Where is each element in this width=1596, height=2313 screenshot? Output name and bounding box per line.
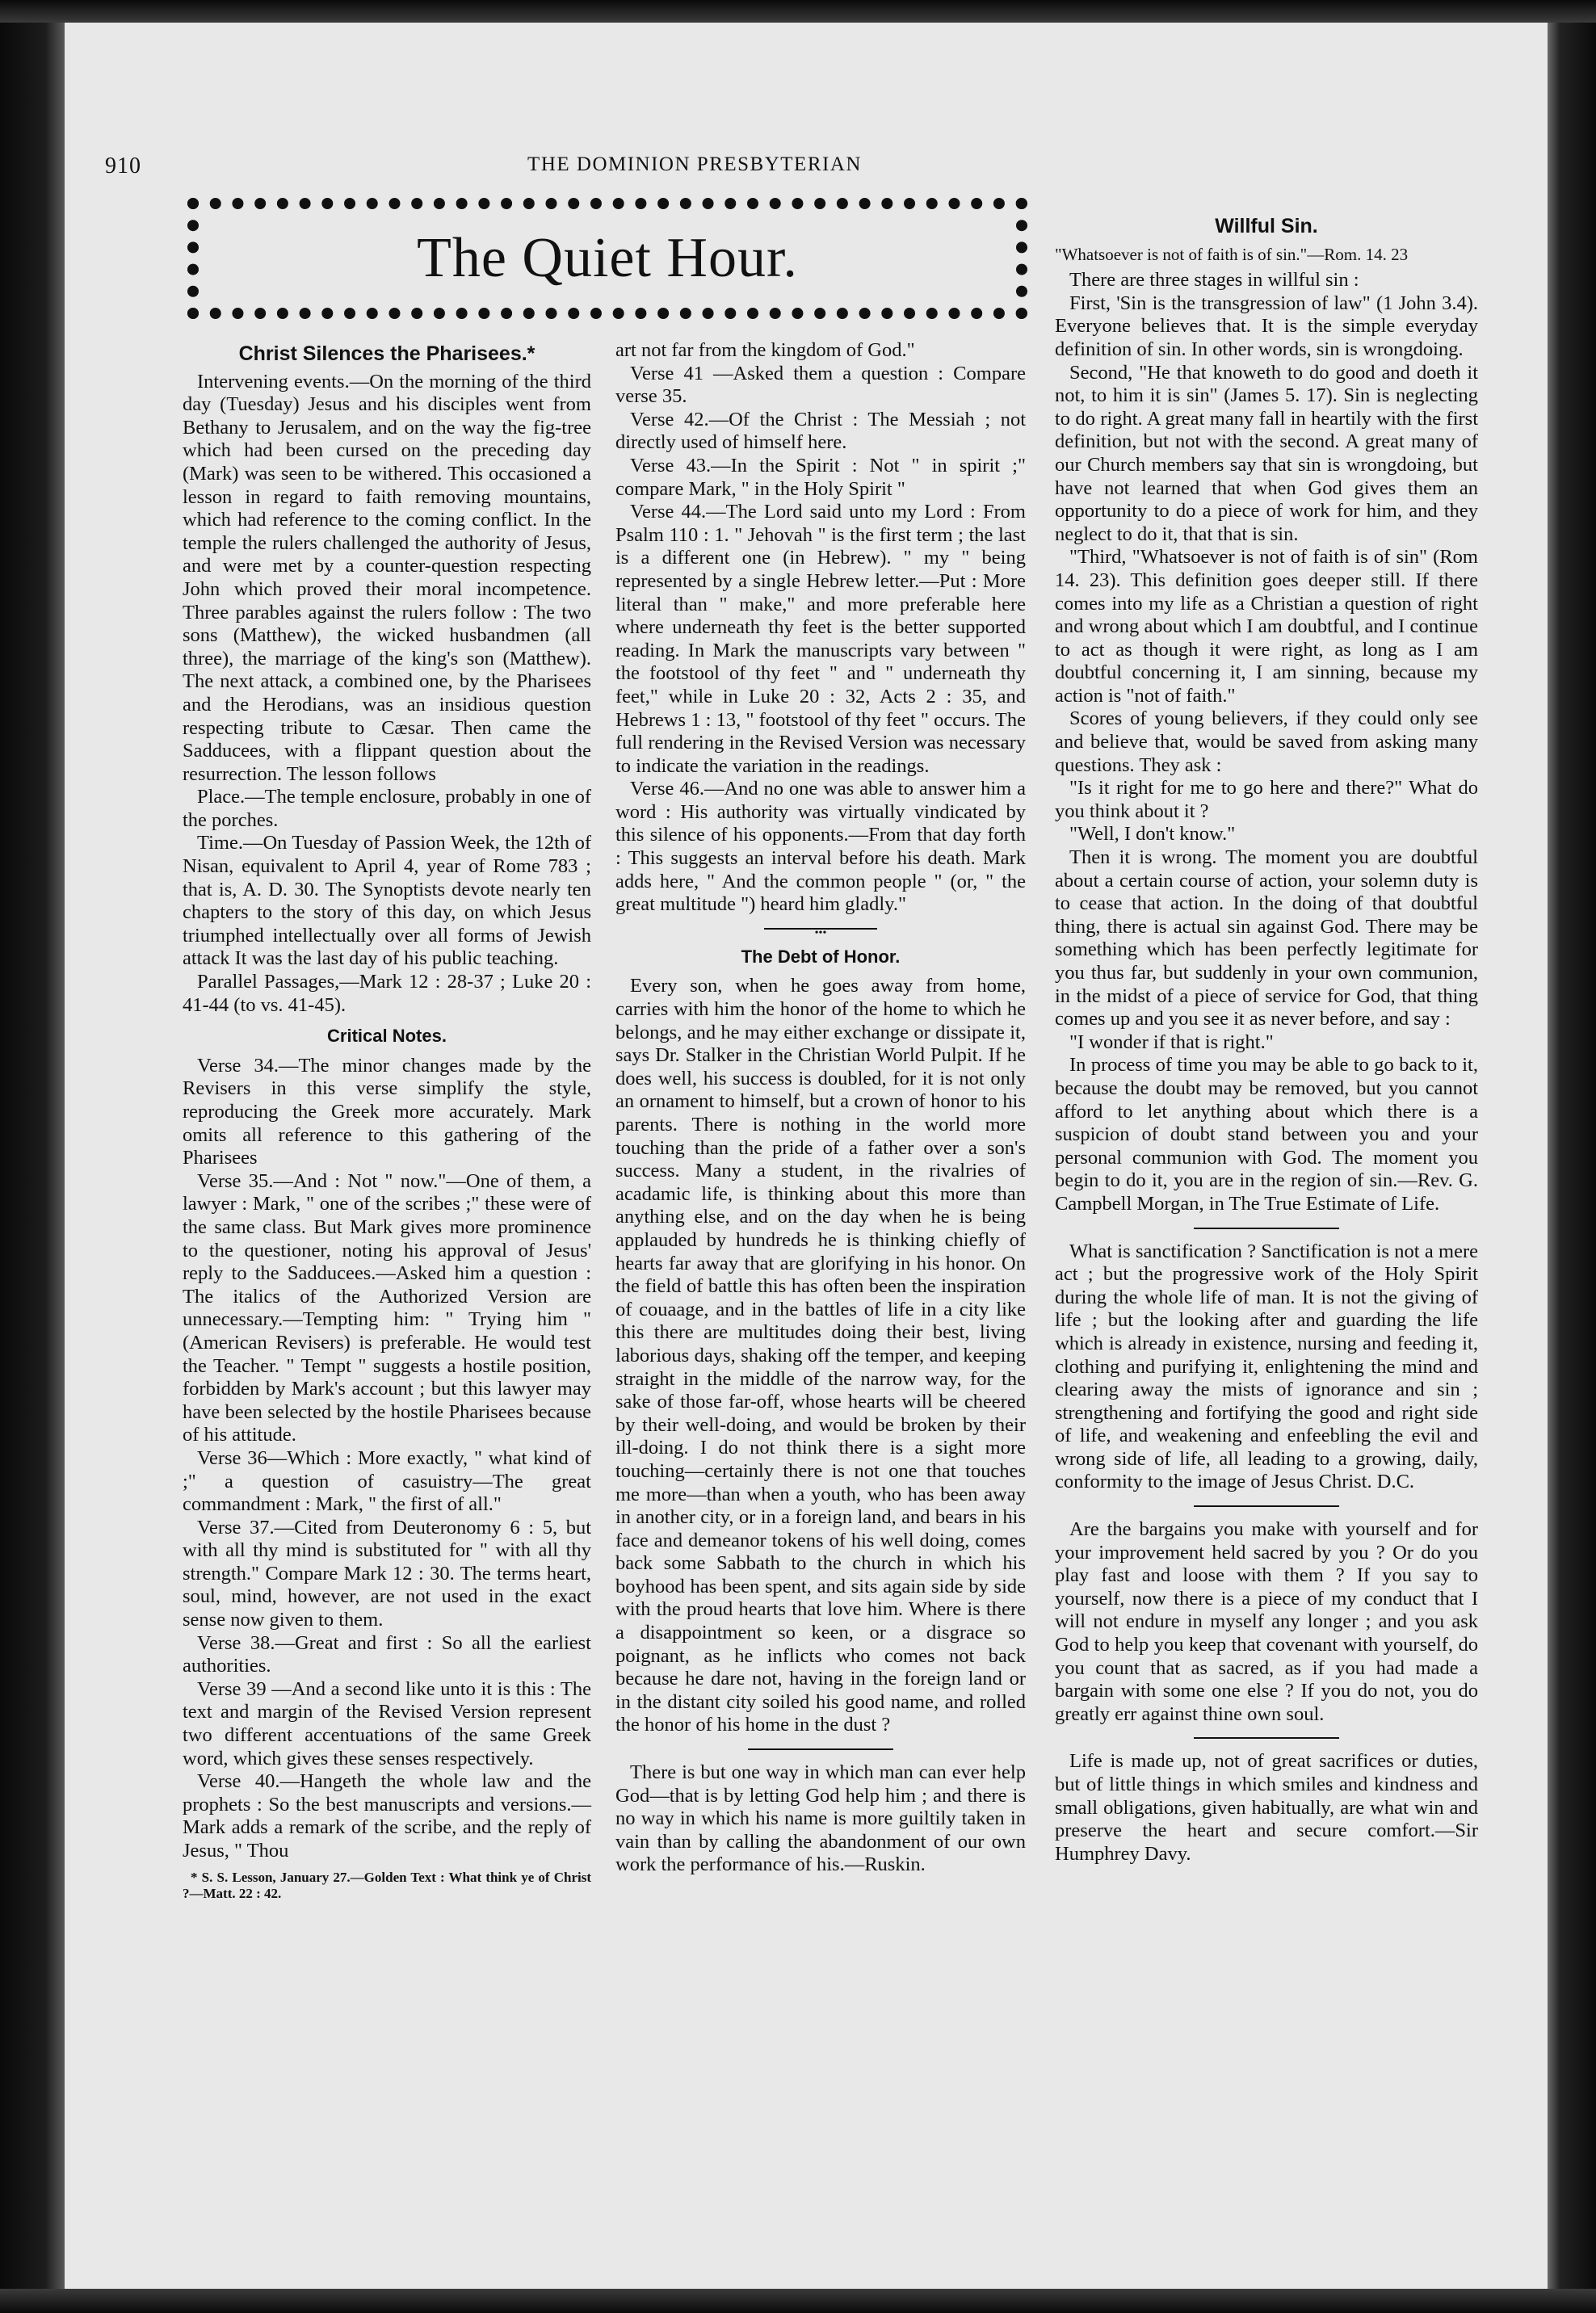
article-heading: Willful Sin. xyxy=(1215,215,1318,237)
scan-border-top xyxy=(0,0,1596,23)
section-divider xyxy=(1194,1737,1339,1739)
paragraph: Verse 34.—The minor changes made by the Revisers in this verse simplify the style, reproducing the Greek more accurately. Mark omits all reference to this gathering of the Pharisees xyxy=(183,1054,591,1169)
paragraph: "I wonder if that is right." xyxy=(1069,1031,1274,1053)
scan-border-bottom xyxy=(0,2289,1596,2313)
paragraph: In process of time you may be able to go back to it, because the doubt may be removed, but you cannot afford to let anything about which there is a suspicion of doubt stand between you and your personal communion with God. The moment you begin to do it, you are in the region of sin.—Rev. G. Campbell Morgan, in The True Estimate of Life. xyxy=(1055,1054,1478,1215)
paragraph: Verse 46.—And no one was able to answer him a word : His authority was virtually vindicated by this silence of his opponents.—From that day forth : This suggests an interval before his death. Mark adds here, " And the common people " (or, " the great multitude ") heard him gladly." xyxy=(615,778,1026,916)
paragraph: Verse 43.—In the Spirit : Not " in spirit ;" compare Mark, " in the Holy Spirit " xyxy=(615,454,1026,500)
paragraph: "Is it right for me to go here and there?" What do you think about it ? xyxy=(1055,777,1478,822)
paragraph: Verse 41 —Asked them a question : Compare verse 35. xyxy=(615,362,1026,408)
section-banner xyxy=(187,198,1027,319)
paragraph: Intervening events.—On the morning of the third day (Tuesday) Jesus and his disciples went from Bethany to Jerusalem, and on the way the fig-tree which had been cursed on the preceding day (Mark) was seen to be withered. This occasioned a lesson in regard to faith removing mountains, which had reference to the coming conflict. In the temple the rulers challenged the authority of Jesus, and were met by a counter-question respecting John which proved their moral incompetence. Three parables against the rulers follow : The two sons (Matthew), the wicked husbandmen (all three), the marriage of the king's son (Matthew). The next attack, a combined one, by the Pharisees and the Herodians, was an insidious question respecting tribute to Cæsar. Then came the Sadducees, with a flippant question about the resurrection. The lesson follows xyxy=(183,370,591,785)
section-title: The Quiet Hour. xyxy=(417,227,798,289)
running-title: THE DOMINION PRESBYTERIAN xyxy=(527,153,862,175)
column-right xyxy=(1055,210,1478,1866)
paragraph: Parallel Passages,—Mark 12 : 28-37 ; Luke 20 : 41-44 (to vs. 41-45). xyxy=(183,971,591,1016)
paragraph: What is sanctification ? Sanctification is not a mere act ; but the progressive work of the Holy Spirit during the whole life of man. It is not the giving of life ; but the looking after and guarding the life which is already in existence, nursing and feeding it, clothing and purifying it, enlightening the mind and clearing away the mists of ignorance and sin ; strengthening and fortifying the good and right side of life, and weakening and enfeebling the evil and wrong side of life, all leading to a growing, daily, conformity to the image of Jesus Christ. D.C. xyxy=(1055,1240,1478,1493)
paragraph: Verse 42.—Of the Christ : The Messiah ; not directly used of himself here. xyxy=(615,408,1026,454)
paragraph: Verse 36—Which : More exactly, " what kind of ;" a question of casuistry—The great commandment : Mark, " the first of all." xyxy=(183,1446,591,1516)
paragraph: Life is made up, not of great sacrifices or duties, but of little things in which smiles and kindness and small obligations, given habitually, are what win and preserve the heart and secure comfort.—Sir Humphrey Davy. xyxy=(1055,1750,1478,1865)
column-left xyxy=(183,338,591,1902)
article-heading: The Debt of Honor. xyxy=(741,946,901,967)
scan-border-left xyxy=(0,0,65,2313)
section-divider: ••• xyxy=(764,928,877,938)
paragraph: Verse 37.—Cited from Deuteronomy 6 : 5, but with all thy mind is substituted for " with all thy strength." Compare Mark 12 : 30. The terms heart, soul, mind, however, are not used in the exact sense now given to them. xyxy=(183,1516,591,1631)
section-divider xyxy=(748,1748,893,1750)
paragraph: Then it is wrong. The moment you are doubtful about a certain course of action, your solemn duty is to cease that action. In the doing of that doubtful thing, there is actual sin against God. There may be something which has been perfectly legitimate for you thus far, but suddenly in your own communion, in the midst of a piece of service for God, that thing comes up and you see it as never before, and say : xyxy=(1055,846,1478,1031)
paragraph: There are three stages in willful sin : xyxy=(1069,269,1359,292)
paragraph: Verse 40.—Hangeth the whole law and the prophets : So the best manuscripts and versions.—Mark adds a remark of the scribe, and the reply of Jesus, " Thou xyxy=(183,1770,591,1862)
paragraph: art not far from the kingdom of God." xyxy=(615,339,915,361)
paragraph: Verse 35.—And : Not " now."—One of them, a lawyer : Mark, " one of the scribes ;" these were of the same class. But Mark gives more prominence to the questioner, noting his approval of Jesus' reply to the Sadducees.—Asked him a question : The italics of the Authorized Version are unnecessary.—Tempting him: " Trying him " (American Revisers) is preferable. He would test the Teacher. " Tempt " suggests a hostile position, forbidden by Mark's account ; but this lawyer may have been selected by the hostile Pharisees because of his attitude. xyxy=(183,1169,591,1446)
scan-border-right xyxy=(1548,0,1596,2313)
article-heading: Christ Silences the Pharisees.* xyxy=(238,342,536,365)
subheading: Critical Notes. xyxy=(327,1026,447,1047)
paragraph: First, 'Sin is the transgression of law" (1 John 3.4). Everyone believes that. It is the simple everyday definition of sin. In other words, sin is wrongdoing. xyxy=(1055,292,1478,360)
paragraph: Scores of young believers, if they could only see and believe that, would be saved from asking many questions. They ask : xyxy=(1055,707,1478,776)
paragraph: Verse 39 —And a second like unto it is this : The text and margin of the Revised Version represent two different accentuations of the same Greek word, which gives these senses respectively. xyxy=(183,1677,591,1769)
paragraph: Place.—The temple enclosure, probably in one of the porches. xyxy=(183,786,591,831)
footnote: * S. S. Lesson, January 27.—Golden Text : What think ye of Christ ?—Matt. 22 : 42. xyxy=(183,1869,591,1901)
paragraph: Every son, when he goes away from home, carries with him the honor of the home to which he belongs, and he may either exchange or dissipate it, says Dr. Stalker in the Christian World Pulpit. If he does well, his success is doubled, for it is not only an ornament to himself, but a crown of honor to his parents. There is nothing in the world more touching than the pride of a father over a son's success. Many a student, in the rivalries of acadamic life, is thinking about this more than anything else, and on the day when he is being applauded by hundreds he is thinking chiefly of hearts far away that are glorifying in his honor. On the field of battle this has often been the inspiration of couaage, and in the battles of life in a city like this there are multitudes doing their best, living laborious days, shaking off the temper, and keeping straight in the middle of the narrow way, for the sake of those far-off, whose hearts will be cheered by their well-doing, and would be broken by their ill-doing. I do not think there is a sight more touching—certainly there is not one that touches me more—than when a youth, who has been away in another city, or in a foreign land, and bears in his face and demeanor tokens of his well doing, comes back some Sabbath to the church in which his boyhood has been spent, and sits again side by side with the proud hearts that love him. Where is there a disappointment so keen, or a disgrace so poignant, as he inflicts who comes not back because he dare not, having in the foreign land or in the distant city soiled his good name, and rolled the honor of his home in the dust ? xyxy=(615,975,1026,1736)
section-divider xyxy=(1194,1505,1339,1507)
column-middle xyxy=(615,339,1026,1877)
epigraph: "Whatsoever is not of faith is of sin."—Rom. 14. 23 xyxy=(1055,244,1409,264)
paragraph: "Well, I don't know." xyxy=(1069,823,1236,846)
paragraph: Verse 44.—The Lord said unto my Lord : From Psalm 110 : 1. " Jehovah " is the first term ; the last is a different one (in Hebrew). " my " being represented by a single Hebrew letter.—Put : More literal than " make," and more preferable here where underneath thy feet is the better supported reading. In Mark the manuscripts vary between " the footstool of thy feet " and " underneath thy feet," while in Luke 20 : 32, Acts 2 : 35, and Hebrews 1 : 13, " footstool of thy feet " occurs. The full rendering in the Revised Version was necessary to indicate the variation in the readings. xyxy=(615,501,1026,777)
paragraph: There is but one way in which man can ever help God—that is by letting God help him ; and there is no way in which his name is more guiltily taken in vain than by calling the abandonment of our own work the performance of his.—Ruskin. xyxy=(615,1761,1026,1876)
paragraph: Second, "He that knoweth to do good and doeth it not, to him it is sin" (James 5. 17). Sin is neglecting to do right. A great many fall in heartily with the first definition, but not with the second. A great many of our Church members say that sin is wrongdoing, but have not learned that when God gives them an opportunity to do a piece of work for him, and they neglect to do it, that that is sin. xyxy=(1055,361,1478,545)
paragraph: Verse 38.—Great and first : So all the earliest authorities. xyxy=(183,1631,591,1677)
section-divider xyxy=(1194,1228,1339,1229)
paragraph: Are the bargains you make with yourself and for your improvement held sacred by you ? Or do you play fast and loose with them ? If you say to yourself, now there is a piece of my conduct that I will not endure in myself any longer ; and you ask God to help you keep that covenant with yourself, do you count that as sacred, as if you had made a bargain with some one else ? If you do not, you do greatly err against thine own soul. xyxy=(1055,1518,1478,1725)
paragraph: Time.—On Tuesday of Passion Week, the 12th of Nisan, equivalent to April 4, year of Rome 783 ; that is, A. D. 30. The Synoptists devote nearly ten chapters to the story of this day, on which Jesus triumphed intellectually over all forms of Jewish attack It was the last day of his public teaching. xyxy=(183,832,591,970)
page-number: 910 xyxy=(105,153,141,178)
paragraph: "Third, "Whatsoever is not of faith is of sin" (Rom 14. 23). This definition goes deeper still. If there comes into my life as a Christian a question of right and wrong about which I am doubtful, and I continue to act as though it were right, as long as I am doubtful concerning it, I am sinning, because my action is "not of faith." xyxy=(1055,546,1478,707)
